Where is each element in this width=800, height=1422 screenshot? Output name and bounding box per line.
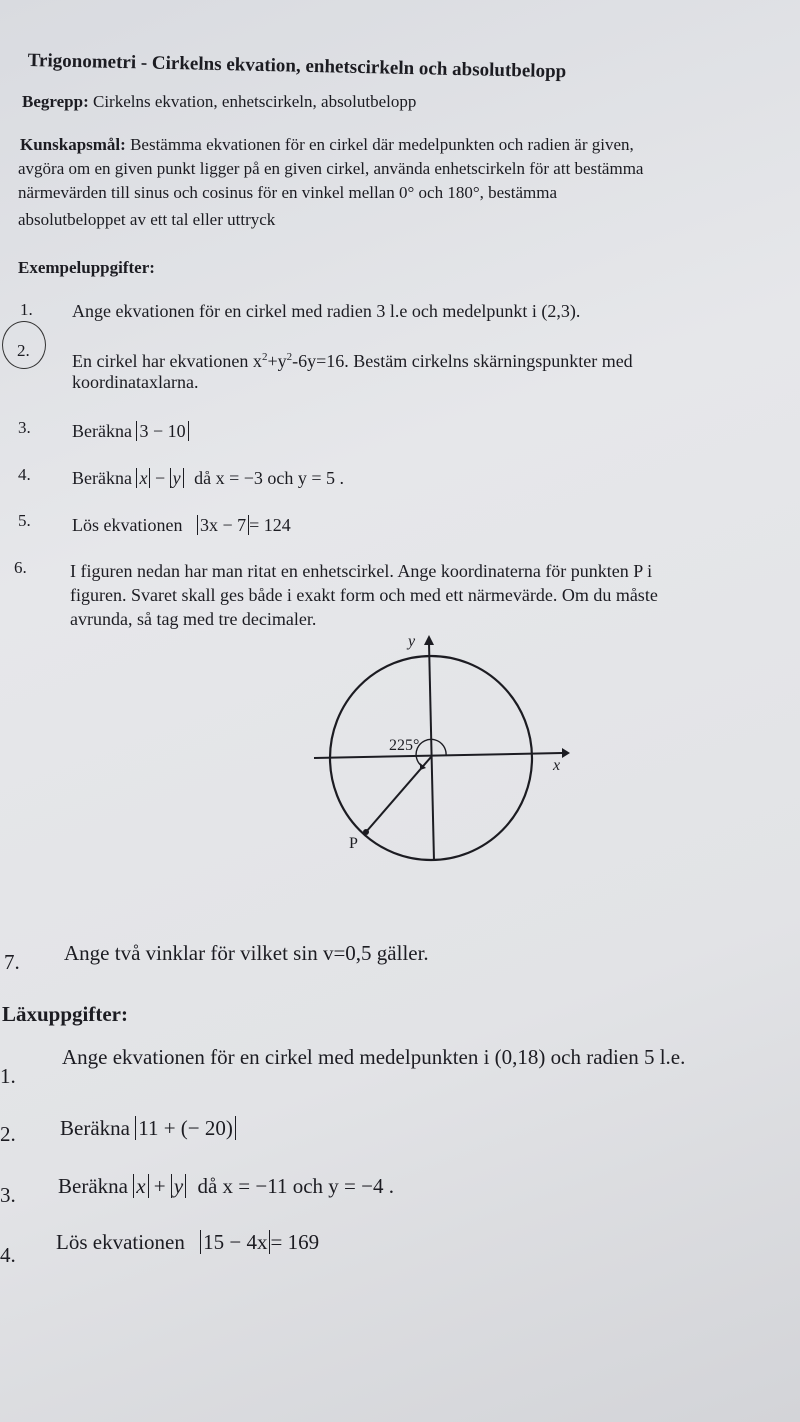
example-3-label: Beräkna [72, 421, 132, 441]
homework-3-label: Beräkna [58, 1174, 128, 1198]
homework-2-expression: 11 + (− 20) [135, 1116, 236, 1140]
example-3-text [72, 420, 189, 442]
homework-3-abs-x: x [133, 1174, 148, 1198]
homework-1-number: 1. [0, 1064, 16, 1088]
homework-3-text [58, 1175, 394, 1197]
homework-3-plus: + [153, 1174, 166, 1198]
homework-1-text: Ange ekvationen för en cirkel med medelpunkten i (0,18) och radien 5 l.e. [62, 1045, 686, 1069]
example-2-text-a: En cirkel har ekvationen x [72, 351, 262, 371]
example-5-expression: 3x − 7 [197, 515, 249, 535]
example-4-abs-y: y [170, 468, 184, 488]
homework-3-abs-y: y [171, 1174, 186, 1198]
begrepp-text: Cirkelns ekvation, enhetscirkeln, absolutbelopp [93, 92, 417, 111]
example-4-number: 4. [18, 465, 31, 484]
example-4-minus: − [154, 468, 166, 488]
example-2-sup-1: 2 [261, 351, 268, 363]
homework-3-number: 3. [0, 1183, 16, 1207]
example-6-line-1: I figuren nedan har man ritat en enhetscirkel. Ange koordinaterna för punkten P i [70, 561, 653, 581]
homework-4-expression: 15 − 4x [200, 1230, 270, 1254]
example-2-number: 2. [17, 341, 30, 360]
begrepp-line [22, 92, 416, 112]
homework-4-number: 4. [0, 1243, 16, 1267]
example-2-text-b: +y [267, 351, 287, 371]
y-axis-arrow [424, 635, 434, 645]
example-6-line-3: avrunda, så tag med tre decimaler. [70, 609, 317, 629]
examples-heading: Exempeluppgifter: [18, 258, 155, 277]
homework-2-label: Beräkna [60, 1116, 130, 1140]
example-1-number: 1. [20, 300, 33, 319]
x-axis-arrow [562, 748, 570, 758]
homework-heading: Läxuppgifter: [2, 1002, 128, 1026]
example-5-rhs: = 124 [249, 515, 291, 535]
example-6-number: 6. [14, 558, 27, 577]
example-5-label: Lös ekvationen [72, 515, 183, 535]
homework-4-text [56, 1231, 319, 1253]
kunskapsmal-label: Kunskapsmål: [20, 135, 126, 154]
example-5-text [72, 514, 291, 536]
example-3-expression: 3 − 10 [136, 421, 188, 441]
example-1-text: Ange ekvationen för en cirkel med radien 3 l.e och medelpunkt i (2,3). [72, 301, 581, 321]
example-6-line-2: figuren. Svaret skall ges både i exakt form och med ett närmevärde. Om du måste [70, 585, 658, 605]
homework-4-label: Lös ekvationen [56, 1230, 185, 1254]
x-axis [314, 753, 562, 758]
example-7-text: Ange två vinklar för vilket sin v=0,5 gäller. [64, 941, 429, 965]
example-2-sup-2: 2 [286, 351, 293, 363]
kunskapsmal-text-1: Bestämma ekvationen för en cirkel där medelpunkten och radien är given, [130, 135, 634, 154]
begrepp-label: Begrepp: [22, 92, 89, 111]
kunskapsmal-line-1 [20, 135, 634, 155]
unit-circle-figure [300, 625, 580, 875]
kunskapsmal-line-4: absolutbeloppet av ett tal eller uttryck [18, 210, 276, 229]
homework-2-text [60, 1117, 236, 1139]
example-4-abs-x: x [136, 468, 150, 488]
angle-label: 225° [389, 737, 420, 754]
example-7-number: 7. [4, 950, 20, 974]
y-axis-label: y [408, 633, 416, 650]
example-2-text-line-2: koordinataxlarna. [72, 372, 199, 392]
homework-2-number: 2. [0, 1122, 16, 1146]
example-3-number: 3. [18, 418, 31, 437]
example-4-label: Beräkna [72, 468, 132, 488]
point-p-label: P [349, 835, 358, 852]
example-4-text [72, 467, 344, 489]
page-title: Trigonometri - Cirkelns ekvation, enhetscirkeln och absolutbelopp [27, 50, 567, 83]
example-4-condition: då x = −3 och y = 5 . [194, 468, 345, 488]
x-axis-label: x [553, 757, 561, 774]
example-5-number: 5. [18, 511, 31, 530]
y-axis [429, 643, 434, 861]
homework-3-condition: då x = −11 och y = −4 . [197, 1174, 394, 1198]
kunskapsmal-line-3: närmevärden till sinus och cosinus för en vinkel mellan 0° och 180°, bestämma [18, 183, 558, 202]
example-2-text-line-1 [72, 346, 633, 372]
example-2-text-c: -6y=16. Bestäm cirkelns skärningspunkter med [292, 351, 633, 371]
kunskapsmal-line-2: avgöra om en given punkt ligger på en given cirkel, använda enhetscirkeln för att bestämma [18, 159, 644, 178]
point-p-dot [363, 829, 369, 835]
homework-4-rhs: = 169 [270, 1230, 320, 1254]
